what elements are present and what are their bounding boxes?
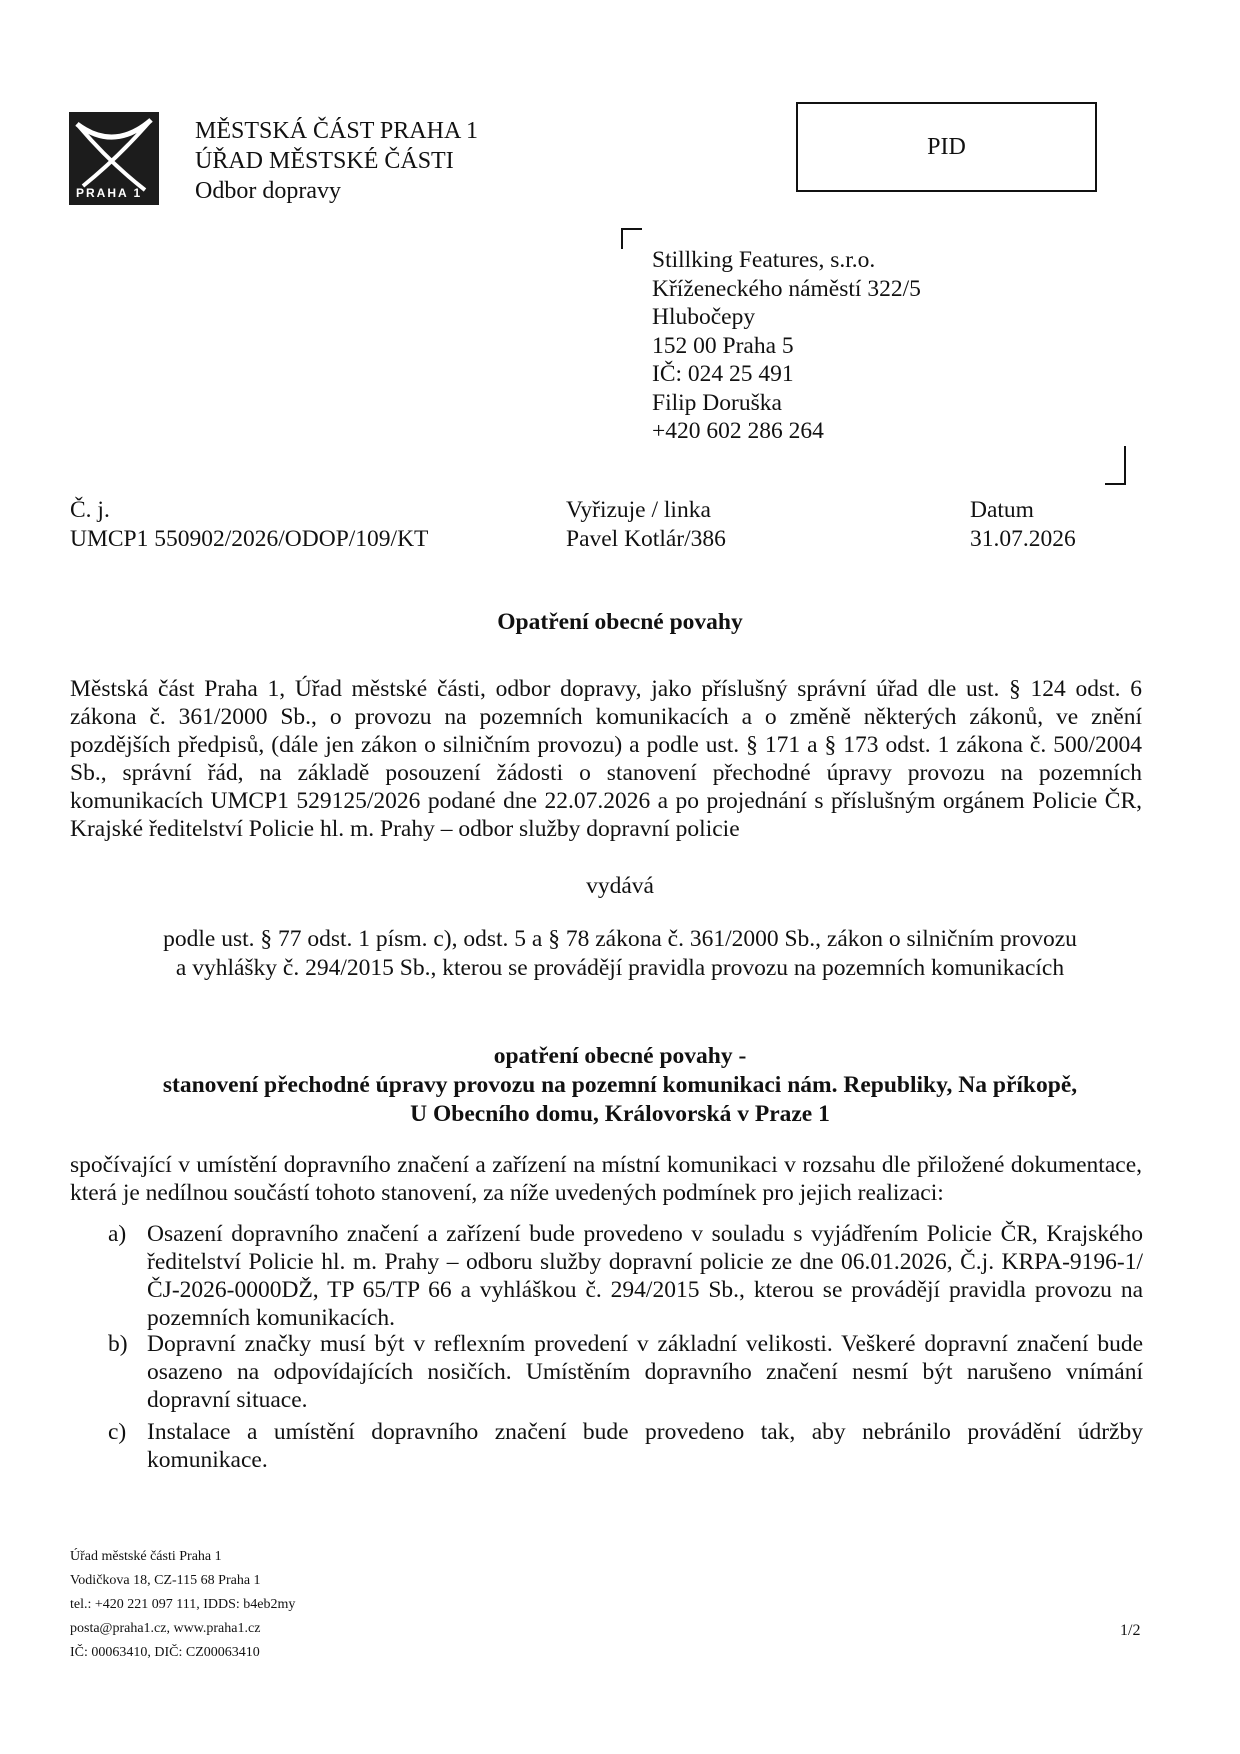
decision-paragraph: spočívající v umístění dopravního značení a zařízení na místní komunikaci v rozsahu dle přiložené dokumentace, která je nedílnou součástí tohoto stanovení, za níže uvedených podmínek pro jejich realizaci:	[70, 1152, 1142, 1206]
footer-line: posta@praha1.cz, www.praha1.cz	[70, 1621, 261, 1636]
condition-letter: b)	[108, 1331, 128, 1357]
reference-label: Č. j.	[70, 497, 110, 523]
reference-block	[70, 496, 428, 554]
condition-text: Instalace a umístění dopravního značení bude provedeno tak, aby nebránilo provádění údržby komunikace.	[147, 1419, 1143, 1473]
intro-paragraph: Městská část Praha 1, Úřad městské části, odbor dopravy, jako příslušný správní úřad dle ust. § 124 odst. 6 zákona č. 361/2000 Sb., o provozu na pozemních komunikacích a o změně některých zákonů, ve znění pozdějších předpisů, (dále jen zákon o silničním provozu) a podle ust. § 171 a § 173 odst. 1 zákona č. 500/2004 Sb., správní řád, na základě posouzení žádosti o stanovení přechodné úpravy provozu na pozemních komunikacích UMCP1 529125/2026 podané dne 22.07.2026 a po projednání s příslušným orgánem Policie ČR, Krajské ředitelství Policie hl. m. Prahy – odbor služby dopravní policie	[70, 676, 1142, 842]
date-value: 31.07.2026	[970, 526, 1076, 552]
pid-label: PID	[927, 134, 966, 160]
decision-heading	[0, 1042, 1240, 1129]
condition-letter: a)	[108, 1221, 127, 1247]
legal-basis	[0, 925, 1240, 983]
pid-box	[796, 102, 1097, 192]
issues-label: vydává	[586, 873, 654, 899]
address-window-corner-top-left	[621, 228, 642, 249]
recipient-line: Kříženeckého náměstí 322/5	[652, 275, 921, 302]
praha1-logo	[69, 112, 159, 205]
footer-line: IČ: 00063410, DIČ: CZ00063410	[70, 1645, 260, 1660]
decision-heading-line-2: stanovení přechodné úpravy provozu na pozemní komunikaci nám. Republiky, Na příkopě,	[162, 1072, 1078, 1098]
condition-text: Dopravní značky musí být v reflexním provedení v základní velikosti. Veškeré dopravní značení bude osazeno na odpovídajících nosičích. Umístěním dopravního značení nesmí být narušeno vnímání dopravní situace.	[147, 1331, 1143, 1413]
page-number: 1/2	[1120, 1622, 1141, 1639]
condition-letter: c)	[108, 1419, 127, 1445]
decision-heading-line-3: U Obecního domu, Královorská v Praze 1	[410, 1101, 830, 1127]
date-label: Datum	[970, 497, 1034, 523]
handler-block	[566, 496, 726, 554]
date-block	[970, 496, 1076, 554]
footer-line: tel.: +420 221 097 111, IDDS: b4eb2my	[70, 1597, 296, 1612]
footer	[70, 1545, 295, 1665]
recipient-address	[652, 246, 921, 446]
recipient-line: +420 602 286 264	[652, 418, 824, 444]
handler-value: Pavel Kotlár/386	[566, 526, 726, 552]
handler-label: Vyřizuje / linka	[566, 497, 711, 523]
recipient-line: IČ: 024 25 491	[652, 361, 794, 387]
legal-basis-line-2: a vyhlášky č. 294/2015 Sb., kterou se provádějí pravidla provozu na pozemních komunikacích	[175, 955, 1065, 981]
logo-text: PRAHA 1	[76, 186, 143, 200]
decision-heading-line-1: opatření obecné povahy -	[493, 1043, 747, 1069]
condition-item	[0, 1418, 1240, 1488]
letterhead-line-2: ÚŘAD MĚSTSKÉ ČÁSTI	[195, 148, 454, 174]
address-window-corner-bottom-right	[1105, 446, 1126, 485]
letterhead-line-3: Odbor dopravy	[195, 178, 341, 204]
recipient-line: 152 00 Praha 5	[652, 332, 794, 359]
recipient-line: Hlubočepy	[652, 304, 756, 330]
footer-line: Vodičkova 18, CZ-115 68 Praha 1	[70, 1573, 261, 1588]
reference-number: UMCP1 550902/2026/ODOP/109/KT	[70, 526, 429, 552]
condition-text: Osazení dopravního značení a zařízení bude provedeno v souladu s vyjádřením Policie ČR, Krajského ředitelství Policie hl. m. Prahy – odboru služby dopravní policie ze dne 06.01.2026, Č.j. KRPA-9196-1/ČJ-2026-0000DŽ, TP 65/TP 66 a vyhláškou č. 294/2015 Sb., kterou se provádějí pravidla provozu na pozemních komunikacích.	[147, 1221, 1143, 1331]
recipient-line: Stillking Features, s.r.o.	[652, 247, 876, 273]
document-title: Opatření obecné povahy	[497, 609, 743, 635]
condition-item	[0, 1330, 1240, 1430]
legal-basis-line-1: podle ust. § 77 odst. 1 písm. c), odst. 5 a § 78 zákona č. 361/2000 Sb., zákon o silničním provozu	[163, 926, 1077, 952]
letterhead-line-1: MĚSTSKÁ ČÁST PRAHA 1	[195, 118, 478, 144]
recipient-line: Filip Doruška	[652, 389, 782, 416]
footer-line: Úřad městské části Praha 1	[70, 1549, 222, 1564]
letterhead	[195, 116, 478, 206]
